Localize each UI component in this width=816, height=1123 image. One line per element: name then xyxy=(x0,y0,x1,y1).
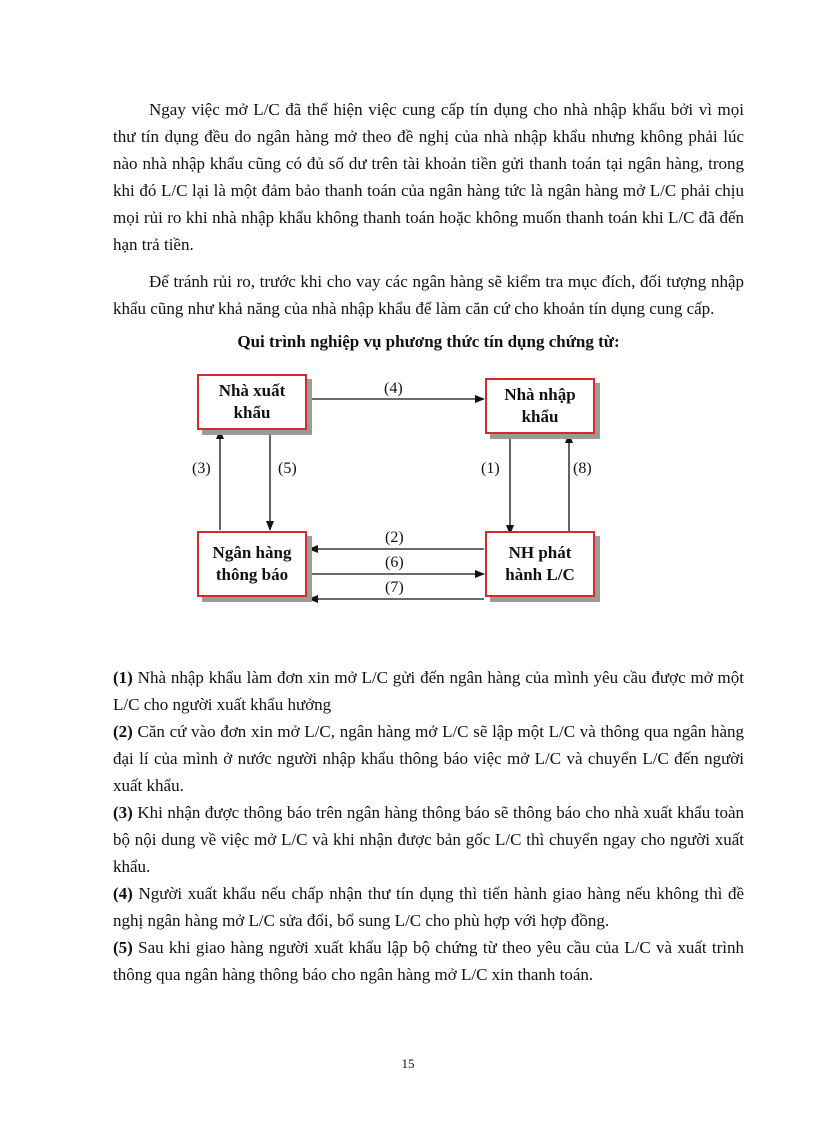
label-step-3: (3) xyxy=(192,460,211,477)
step-list xyxy=(113,664,744,988)
step-item xyxy=(113,880,744,934)
node-exporter: Nhà xuất khẩu xyxy=(197,374,307,430)
step-item xyxy=(113,664,744,718)
step-text: Căn cứ vào đơn xin mở L/C, ngân hàng mở L/C sẽ lập một L/C và thông qua ngân hàng đại lí của mình ở nước người nhập khẩu thông báo việc mở L/C và chuyển L/C đến người xuất khẩu. xyxy=(113,722,744,795)
label-step-6: (6) xyxy=(385,554,404,571)
step-number: (2) xyxy=(113,722,133,741)
step-text: Sau khi giao hàng người xuất khẩu lập bộ chứng từ theo yêu cầu của L/C và xuất trình thông qua ngân hàng thông báo cho ngân hàng mở L/C xin thanh toán. xyxy=(113,938,744,984)
step-item xyxy=(113,934,744,988)
step-number: (3) xyxy=(113,803,133,822)
diagram-title: Qui trình nghiệp vụ phương thức tín dụng chứng từ: xyxy=(237,332,620,351)
node-importer: Nhà nhập khẩu xyxy=(485,378,595,434)
step-text: Nhà nhập khẩu làm đơn xin mở L/C gửi đến ngân hàng của mình yêu cầu được mở một L/C cho người xuất khẩu hưởng xyxy=(113,668,744,714)
step-number: (5) xyxy=(113,938,133,957)
step-item xyxy=(113,718,744,799)
step-number: (1) xyxy=(113,668,133,687)
label-step-2: (2) xyxy=(385,529,404,546)
label-step-5: (5) xyxy=(278,460,297,477)
label-step-1: (1) xyxy=(481,460,500,477)
node-issuing-bank: NH phát hành L/C xyxy=(485,531,595,597)
page-number: 15 xyxy=(401,1056,415,1071)
lc-process-diagram xyxy=(113,356,744,646)
step-text: Khi nhận được thông báo trên ngân hàng thông báo sẽ thông báo cho nhà xuất khẩu toàn bộ nội dung về việc mở L/C và khi nhận được bản gốc L/C thì chuyển ngay cho người xuất khẩu. xyxy=(113,803,744,876)
step-text: Người xuất khẩu nếu chấp nhận thư tín dụng thì tiến hành giao hàng nếu không thì đề nghị ngân hàng mở L/C sửa đổi, bổ sung L/C cho phù hợp với hợp đồng. xyxy=(113,884,744,930)
step-item xyxy=(113,799,744,880)
paragraph-1: Ngay việc mở L/C đã thể hiện việc cung cấp tín dụng cho nhà nhập khẩu bởi vì mọi thư tín dụng đều do ngân hàng mở theo đề nghị của nhà nhập khẩu nhưng không phải lúc nào nhà nhập khẩu cũng có đủ số dư trên tài khoản tiền gửi thanh toán tại ngân hàng, trong khi đó L/C lại là một đảm bảo thanh toán của ngân hàng tức là ngân hàng mở L/C phải chịu mọi rủi ro khi nhà nhập khẩu không thanh toán hoặc không muốn thanh toán khi L/C đã đến hạn trả tiền. xyxy=(113,100,744,254)
page-content xyxy=(113,96,744,988)
node-advising-bank: Ngân hàng thông báo xyxy=(197,531,307,597)
label-step-8: (8) xyxy=(573,460,592,477)
paragraph-2: Để tránh rủi ro, trước khi cho vay các ngân hàng sẽ kiểm tra mục đích, đối tượng nhập khẩu cũng như khả năng của nhà nhập khẩu để làm căn cứ cho khoản tín dụng cung cấp. xyxy=(113,272,744,318)
label-step-7: (7) xyxy=(385,579,404,596)
label-step-4: (4) xyxy=(384,380,403,397)
step-number: (4) xyxy=(113,884,133,903)
